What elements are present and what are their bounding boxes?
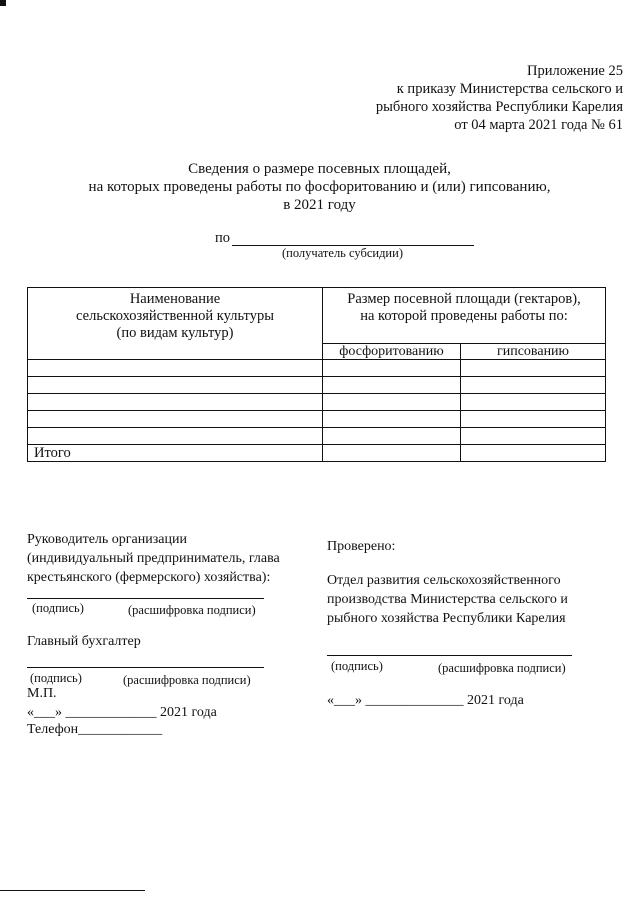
- title-line-3: в 2021 году: [283, 197, 356, 213]
- crop-cell[interactable]: [28, 411, 323, 428]
- stamp-label: М.П.: [27, 686, 57, 701]
- gypsum-cell[interactable]: [461, 377, 606, 394]
- head-line-1: Руководитель организации: [27, 532, 187, 547]
- header-crop-line-2: сельскохозяйственной культуры: [76, 308, 274, 324]
- header-area-line-2: на которой проведены работы по:: [360, 308, 568, 324]
- gypsum-cell[interactable]: [461, 360, 606, 377]
- left-date-field[interactable]: «___» _____________ 2021 года: [27, 705, 217, 720]
- table-row: [28, 411, 606, 428]
- head-signature-line[interactable]: [27, 598, 264, 599]
- table-row: [28, 360, 606, 377]
- checked-label: Проверено:: [327, 539, 396, 554]
- total-phosphorite-cell[interactable]: [323, 445, 461, 462]
- area-table: [27, 287, 606, 462]
- phosphorite-cell[interactable]: [323, 428, 461, 445]
- department-sign-caption: (подпись): [331, 659, 383, 673]
- appendix-line-4: от 04 марта 2021 года № 61: [454, 117, 623, 133]
- department-block: [327, 571, 568, 628]
- header-crop-line-3: (по видам культур): [116, 325, 234, 341]
- header-area-size: [323, 288, 606, 344]
- appendix-header: [376, 62, 623, 134]
- crop-cell[interactable]: [28, 360, 323, 377]
- phone-field[interactable]: Телефон____________: [27, 722, 163, 737]
- phosphorite-cell[interactable]: [323, 360, 461, 377]
- head-decode-caption: (расшифровка подписи): [128, 603, 256, 617]
- department-decode-caption: (расшифровка подписи): [438, 661, 566, 675]
- accountant-signature-line[interactable]: [27, 667, 264, 668]
- accountant-label: Главный бухгалтер: [27, 634, 141, 649]
- document-title: [0, 160, 639, 214]
- department-signature-line[interactable]: [327, 655, 572, 656]
- accountant-sign-caption: (подпись): [30, 671, 82, 685]
- subheader-phosphorite: фосфоритованию: [323, 344, 461, 360]
- header-crop-name: [28, 288, 323, 360]
- total-row: [28, 445, 606, 462]
- gypsum-cell[interactable]: [461, 394, 606, 411]
- recipient-caption: (получатель субсидии): [282, 246, 403, 260]
- title-line-2: на которых проведены работы по фосфоритованию и (или) гипсованию,: [88, 179, 551, 195]
- subheader-gypsum: гипсованию: [461, 344, 606, 360]
- total-gypsum-cell[interactable]: [461, 445, 606, 462]
- department-line-3: рыбного хозяйства Республики Карелия: [327, 611, 566, 626]
- verification-block: [327, 537, 395, 556]
- table-row: [28, 428, 606, 445]
- appendix-line-1: Приложение 25: [527, 63, 623, 79]
- crop-cell[interactable]: [28, 428, 323, 445]
- department-line-2: производства Министерства сельского и: [327, 592, 568, 607]
- head-signature-block: [27, 530, 280, 587]
- crop-cell[interactable]: [28, 394, 323, 411]
- right-date-field[interactable]: «___» ______________ 2021 года: [327, 693, 524, 708]
- table-row: [28, 377, 606, 394]
- header-area-line-1: Размер посевной площади (гектаров),: [347, 291, 581, 307]
- phosphorite-cell[interactable]: [323, 394, 461, 411]
- table-row: [28, 394, 606, 411]
- appendix-line-3: рыбного хозяйства Республики Карелия: [375, 99, 623, 115]
- phosphorite-cell[interactable]: [323, 411, 461, 428]
- department-line-1: Отдел развития сельскохозяйственного: [327, 573, 561, 588]
- scan-corner-mark: [0, 0, 6, 6]
- accountant-decode-caption: (расшифровка подписи): [123, 673, 251, 687]
- head-line-2: (индивидуальный предприниматель, глава: [27, 551, 280, 566]
- appendix-line-2: к приказу Министерства сельского и: [396, 81, 623, 97]
- header-crop-line-1: Наименование: [129, 291, 221, 307]
- head-sign-caption: (подпись): [32, 601, 84, 615]
- gypsum-cell[interactable]: [461, 428, 606, 445]
- gypsum-cell[interactable]: [461, 411, 606, 428]
- recipient-prefix: по: [215, 230, 231, 246]
- footnote-separator: [0, 890, 145, 891]
- phosphorite-cell[interactable]: [323, 377, 461, 394]
- head-line-3: крестьянского (фермерского) хозяйства):: [27, 570, 271, 585]
- total-label: Итого: [28, 445, 323, 462]
- title-line-1: Сведения о размере посевных площадей,: [188, 161, 451, 177]
- crop-cell[interactable]: [28, 377, 323, 394]
